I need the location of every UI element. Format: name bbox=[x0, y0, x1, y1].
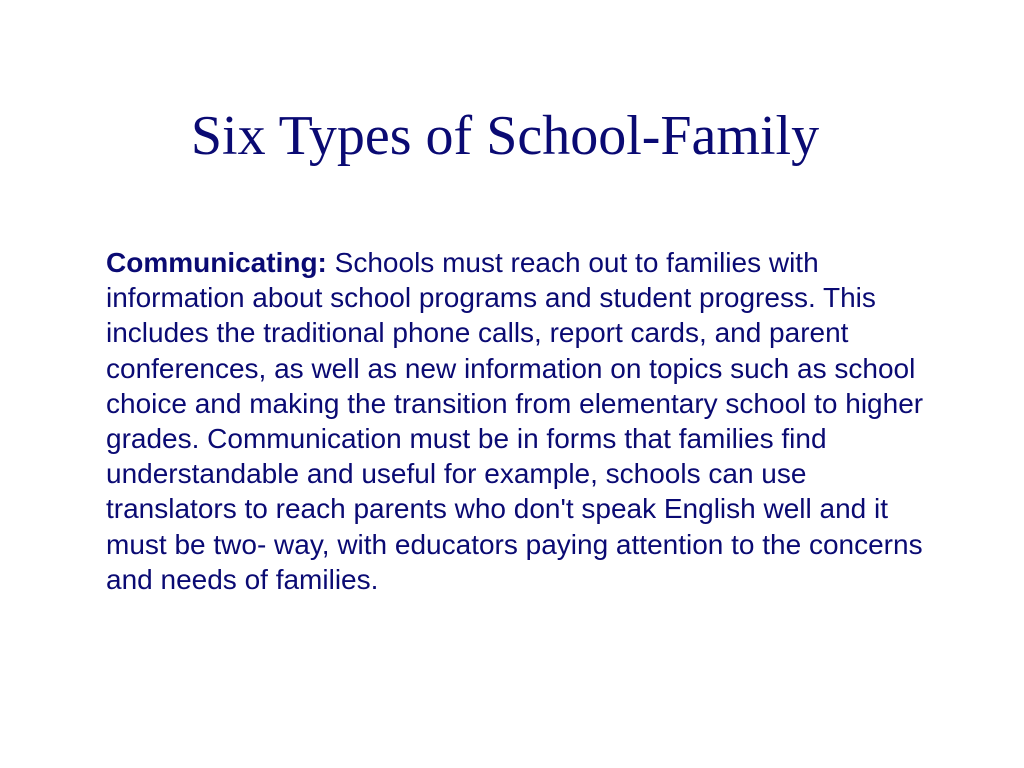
slide-title: Six Types of School-Family bbox=[190, 105, 820, 167]
slide-body-paragraph bbox=[106, 245, 936, 597]
term-description: Schools must reach out to families with information about school programs and student progress. This includes the traditional phone calls, report cards, and parent conferences, as well as new information on topics such as school choice and making the transition from elementary school to higher grades. Communication must be in forms that families find understandable and useful for example, schools can use translators to reach parents who don't speak English well and it must be two- way, with educators paying attention to the concerns and needs of families. bbox=[106, 247, 924, 595]
term-label: Communicating: bbox=[106, 247, 327, 278]
